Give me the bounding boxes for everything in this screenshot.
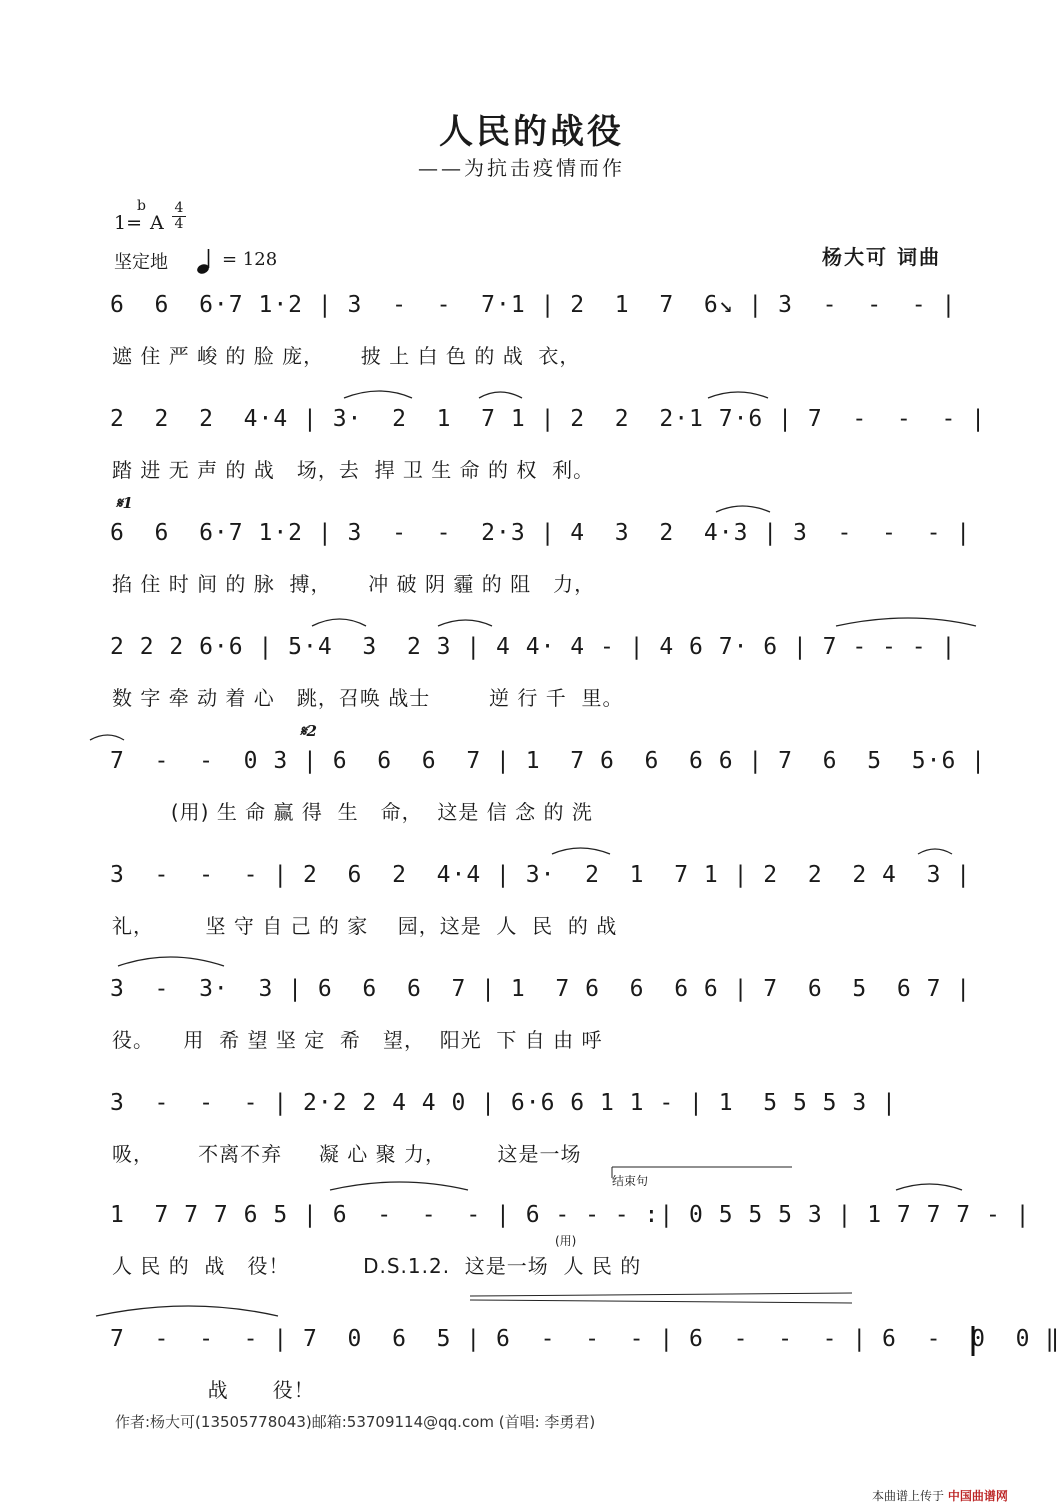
notes-line: 2 2 2 6·6 | 5·4 3 2 3 | 4 4· 4 - | 4 6 7· 6 | 7 - - - | [110, 634, 957, 660]
key-label: 1= [114, 212, 143, 234]
slur-mark [96, 1306, 278, 1316]
crescendo-line [470, 1293, 852, 1296]
slur-mark [896, 1184, 962, 1190]
slur-mark [836, 618, 976, 626]
composer-credit: 杨大可 词曲 [822, 245, 941, 269]
key-note: A [150, 212, 164, 234]
author-footer: 作者:杨大可(13505778043)邮箱:53709114@qq.com (首唱: 李勇君) [115, 1413, 596, 1431]
tempo-expression: 坚定地 [114, 252, 168, 273]
page-subtitle: ——为抗击疫情而作 [418, 156, 625, 180]
segno-1-mark: 𝄋1 [116, 494, 133, 512]
flat-sign: b [137, 198, 146, 214]
upload-text: 本曲谱上传于 [872, 1489, 945, 1503]
notes-line: 6 6 6·7 1·2 | 3 - - 2·3 | 4 3 2 4·3 | 3 - - - | [110, 520, 972, 546]
slur-mark [716, 506, 770, 512]
lyrics-line: 吸， 不离不弃 凝 心 聚 力， 这是一场 [112, 1142, 582, 1166]
slur-mark [344, 391, 412, 398]
lyrics-line: 数 字 牵 动 着 心 跳，召唤 战士 逆 行 千 里。 [112, 686, 624, 710]
segno-2-mark: 𝄋2 [300, 722, 317, 740]
slur-mark [438, 620, 492, 626]
slur-mark [330, 1182, 468, 1190]
crescendo-line [470, 1300, 852, 1303]
ending-label: 结束句 [612, 1174, 649, 1188]
notes-line: 1 7 7 7 6 5 | 6 - - - | 6 - - - :| 0 5 5 5 3 | 1 7 7 7 - | [110, 1202, 1031, 1228]
lyrics-line: (用) 生 命 赢 得 生 命， 这是 信 念 的 洗 [112, 800, 593, 824]
notes-line: 2 2 2 4·4 | 3· 2 1 7 1 | 2 2 2·1 7·6 | 7 - - - | [110, 406, 986, 432]
slur-mark [90, 735, 124, 740]
slur-mark [552, 848, 610, 854]
lyrics-line: 掐 住 时 间 的 脉 搏， 冲 破 阴 霾 的 阻 力， [112, 572, 596, 596]
slur-mark [708, 392, 768, 398]
slur-mark [312, 619, 366, 626]
yong-label: (用) [555, 1234, 577, 1248]
page-title: 人民的战役 [439, 112, 624, 152]
lyrics-line: 礼， 坚 守 自 己 的 家 园，这是 人 民 的 战 [112, 914, 618, 938]
slur-mark [918, 849, 952, 854]
lyrics-line: 战 役！ [112, 1378, 315, 1402]
time-top: 4 [174, 200, 184, 216]
notes-line: 3 - 3· 3 | 6 6 6 7 | 1 7 6 6 6 6 | 7 6 5 6 7 | [110, 976, 972, 1002]
notes-line: 7 - - - | 7 0 6 5 | 6 - - - | 6 - - - | 6 - 0 0 ‖ [110, 1326, 1061, 1352]
lyrics-line: 役。 用 希 望 坚 定 希 望， 阳光 下 自 由 呼 [112, 1028, 603, 1052]
notes-line: 6 6 6·7 1·2 | 3 - - 7·1 | 2 1 7 6↘ | 3 - - - | [110, 292, 957, 318]
slur-mark [118, 957, 224, 966]
notes-line: 3 - - - | 2 6 2 4·4 | 3· 2 1 7 1 | 2 2 2 4 3 | [110, 862, 972, 888]
time-bottom: 4 [174, 216, 184, 232]
lyrics-line: 踏 进 无 声 的 战 场，去 捍 卫 生 命 的 权 利。 [112, 458, 595, 482]
notes-line: 7 - - 0 3 | 6 6 6 7 | 1 7 6 6 6 6 | 7 6 5 5·6 | [110, 748, 986, 774]
lyrics-line: 人 民 的 战 役！ D.S.1.2. 这是一场 人 民 的 [112, 1254, 642, 1278]
notes-line: 3 - - - | 2·2 2 4 4 0 | 6·6 6 1 1 - | 1 5 5 5 3 | [110, 1090, 897, 1116]
site-logo: 中国曲谱网 [947, 1489, 1008, 1503]
lyrics-line: 遮 住 严 峻 的 脸 庞， 披 上 白 色 的 战 衣， [112, 344, 581, 368]
tempo-value: = 128 [222, 249, 278, 270]
slur-mark [479, 392, 522, 398]
